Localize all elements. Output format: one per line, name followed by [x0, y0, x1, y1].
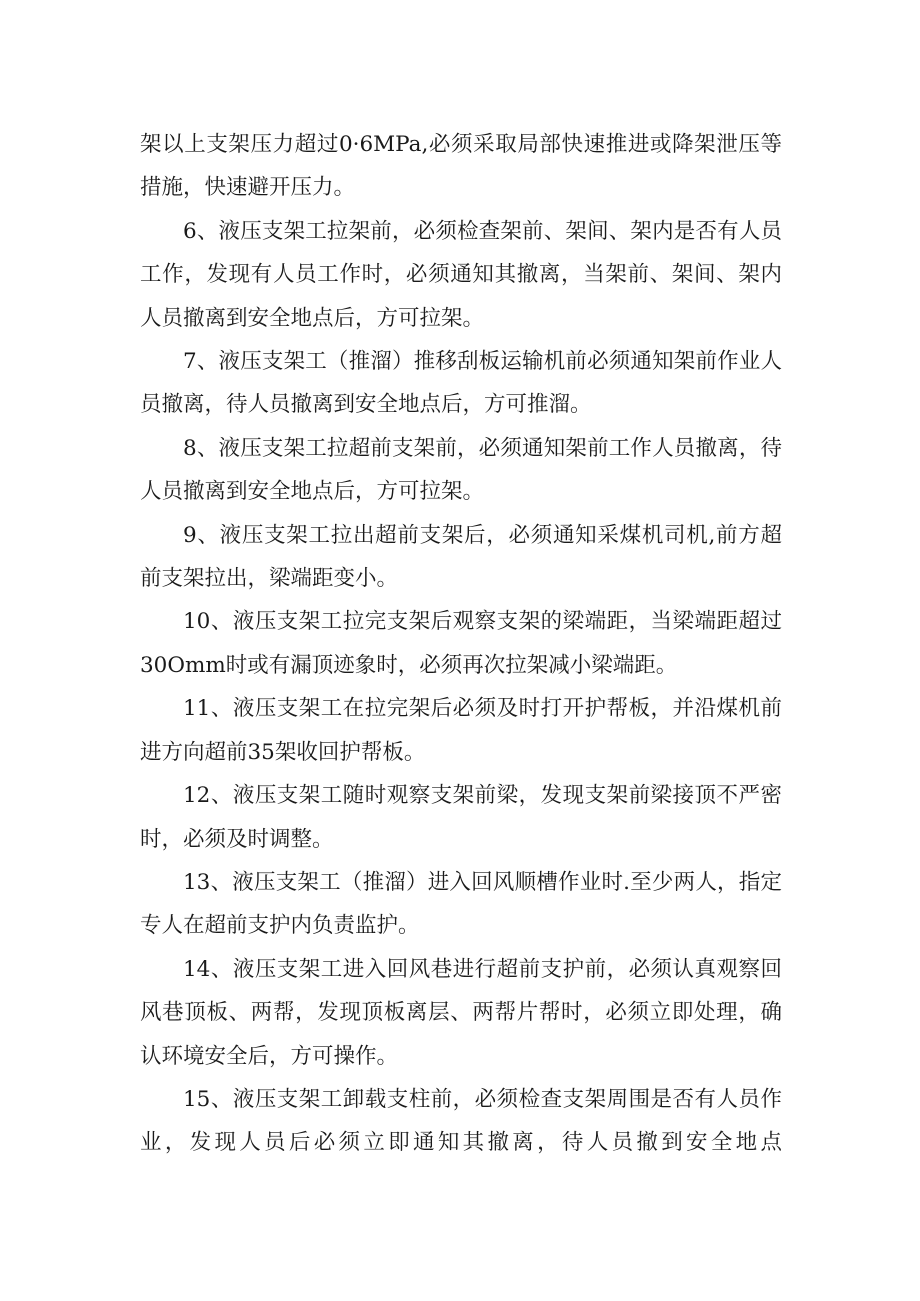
paragraph-continuation: 架以上支架压力超过0·6MPa,必须采取局部快速推进或降架泄压等措施，快速避开压力。	[140, 132, 782, 201]
paragraph-item-15: 15、液压支架工卸载支柱前，必须检查支架周围是否有人员作业，发现人员后必须立即通知其撤离，待人员撤到安全地点	[140, 1086, 782, 1156]
paragraph-item-9: 9、液压支架工拉出超前支架后，必须通知采煤机司机,前方超前支架拉出，梁端距变小。	[140, 522, 782, 592]
paragraph-item-6: 6、液压支架工拉架前，必须检查架前、架间、架内是否有人员工作，发现有人员工作时，必须通知其撤离，当架前、架间、架内人员撤离到安全地点后，方可拉架。	[140, 218, 782, 331]
paragraph-item-11: 11、液压支架工在拉完架后必须及时打开护帮板，并沿煤机前进方向超前35架收回护帮板。	[140, 696, 782, 765]
paragraph-item-13: 13、液压支架工（推溜）进入回风顺槽作业时.至少两人，指定专人在超前支护内负责监护。	[140, 869, 782, 939]
paragraph-item-7: 7、液压支架工（推溜）推移刮板运输机前必须通知架前作业人员撤离，待人员撤离到安全地点后，方可推溜。	[140, 349, 782, 418]
paragraph-item-14: 14、液压支架工进入回风巷进行超前支护前，必须认真观察回风巷顶板、两帮，发现顶板离层、两帮片帮时，必须立即处理，确认环境安全后，方可操作。	[140, 956, 782, 1069]
paragraph-item-10: 10、液压支架工拉完支架后观察支架的梁端距，当梁端距超过30Omm时或有漏顶迹象时，必须再次拉架减小梁端距。	[140, 609, 782, 678]
paragraph-item-8: 8、液压支架工拉超前支架前，必须通知架前工作人员撤离，待人员撤离到安全地点后，方可拉架。	[140, 435, 782, 505]
document-body	[140, 123, 782, 1165]
paragraph-item-12: 12、液压支架工随时观察支架前梁，发现支架前梁接顶不严密时，必须及时调整。	[140, 783, 782, 852]
